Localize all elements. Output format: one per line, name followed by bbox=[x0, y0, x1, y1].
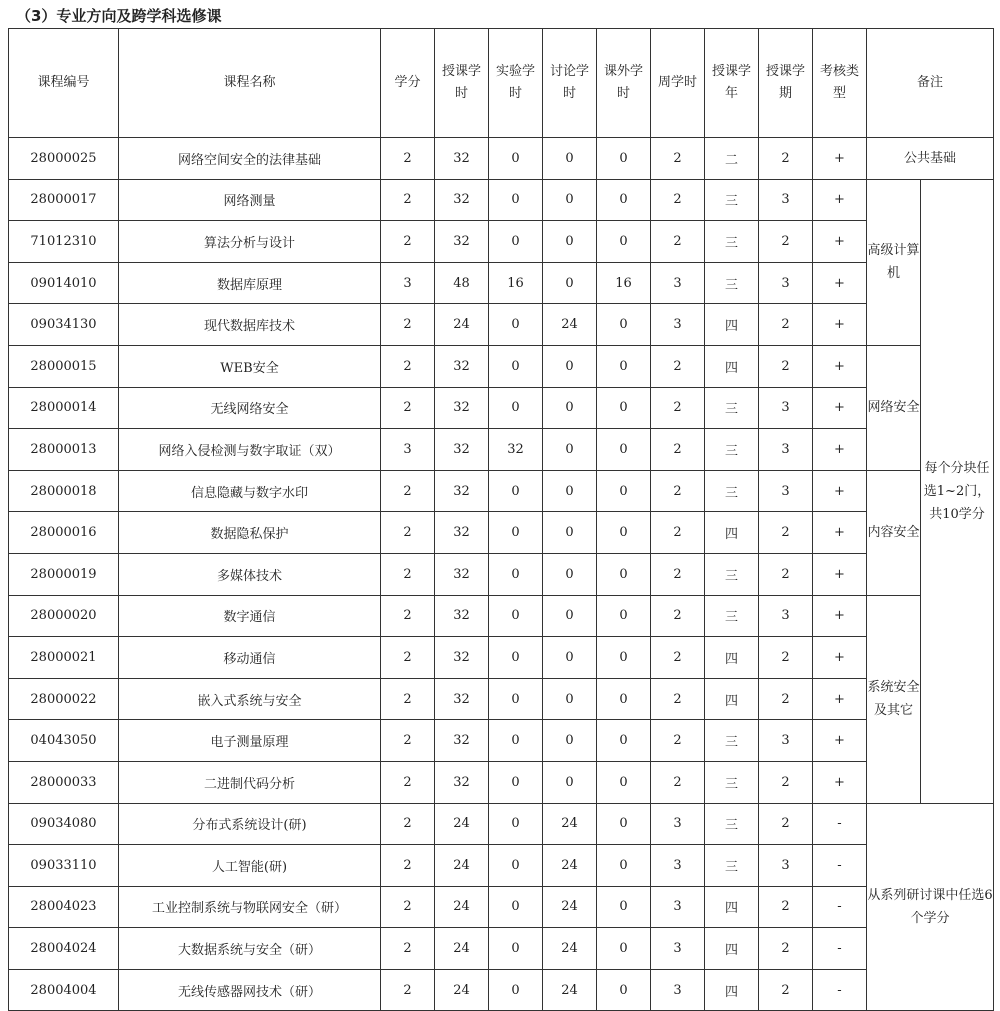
cell-teaching-term: 2 bbox=[759, 304, 813, 346]
cell-teaching-term: 2 bbox=[759, 886, 813, 928]
cell-lab-hours: 0 bbox=[489, 179, 543, 221]
cell-course-name: 人工智能(研) bbox=[119, 845, 381, 887]
cell-teaching-year: 三 bbox=[705, 179, 759, 221]
cell-credits: 2 bbox=[381, 470, 435, 512]
cell-extracurricular-hours: 0 bbox=[597, 553, 651, 595]
cell-teaching-year: 三 bbox=[705, 262, 759, 304]
cell-lecture-hours: 32 bbox=[435, 761, 489, 803]
cell-weekly-hours: 2 bbox=[651, 553, 705, 595]
cell-discussion-hours: 0 bbox=[543, 720, 597, 762]
cell-lab-hours: 16 bbox=[489, 262, 543, 304]
cell-credits: 2 bbox=[381, 845, 435, 887]
cell-assessment-type: + bbox=[813, 138, 867, 180]
cell-credits: 2 bbox=[381, 803, 435, 845]
cell-lecture-hours: 24 bbox=[435, 928, 489, 970]
cell-discussion-hours: 0 bbox=[543, 345, 597, 387]
remark-group-advanced-computing: 高级计算机 bbox=[867, 179, 921, 345]
cell-course-name: 电子测量原理 bbox=[119, 720, 381, 762]
cell-assessment-type: - bbox=[813, 803, 867, 845]
cell-course-name: 网络空间安全的法律基础 bbox=[119, 138, 381, 180]
cell-weekly-hours: 2 bbox=[651, 429, 705, 471]
cell-lecture-hours: 24 bbox=[435, 845, 489, 887]
remark-group-content-security: 内容安全 bbox=[867, 470, 921, 595]
table-row bbox=[9, 429, 994, 471]
cell-assessment-type: + bbox=[813, 720, 867, 762]
cell-lab-hours: 0 bbox=[489, 761, 543, 803]
cell-course-name: 信息隐藏与数字水印 bbox=[119, 470, 381, 512]
cell-teaching-year: 四 bbox=[705, 928, 759, 970]
cell-lecture-hours: 24 bbox=[435, 886, 489, 928]
cell-course-name: 数据隐私保护 bbox=[119, 512, 381, 554]
cell-teaching-term: 2 bbox=[759, 761, 813, 803]
cell-course-name: 移动通信 bbox=[119, 637, 381, 679]
cell-credits: 2 bbox=[381, 678, 435, 720]
cell-lab-hours: 0 bbox=[489, 720, 543, 762]
cell-credits: 3 bbox=[381, 429, 435, 471]
cell-course-name: 现代数据库技术 bbox=[119, 304, 381, 346]
cell-course-code: 28000014 bbox=[9, 387, 119, 429]
cell-weekly-hours: 2 bbox=[651, 179, 705, 221]
cell-discussion-hours: 0 bbox=[543, 138, 597, 180]
cell-discussion-hours: 24 bbox=[543, 304, 597, 346]
cell-lab-hours: 0 bbox=[489, 595, 543, 637]
cell-lecture-hours: 32 bbox=[435, 512, 489, 554]
cell-assessment-type: + bbox=[813, 512, 867, 554]
cell-course-code: 28000016 bbox=[9, 512, 119, 554]
cell-teaching-term: 3 bbox=[759, 470, 813, 512]
remark-public-basic: 公共基础 bbox=[867, 138, 994, 180]
cell-teaching-term: 2 bbox=[759, 928, 813, 970]
cell-course-code: 28000033 bbox=[9, 761, 119, 803]
table-row bbox=[9, 761, 994, 803]
cell-course-code: 28000018 bbox=[9, 470, 119, 512]
cell-assessment-type: + bbox=[813, 262, 867, 304]
cell-course-name: 嵌入式系统与安全 bbox=[119, 678, 381, 720]
cell-extracurricular-hours: 0 bbox=[597, 720, 651, 762]
cell-lab-hours: 0 bbox=[489, 969, 543, 1011]
cell-teaching-year: 三 bbox=[705, 761, 759, 803]
cell-weekly-hours: 2 bbox=[651, 470, 705, 512]
cell-course-name: 网络测量 bbox=[119, 179, 381, 221]
cell-extracurricular-hours: 0 bbox=[597, 595, 651, 637]
cell-extracurricular-hours: 0 bbox=[597, 678, 651, 720]
cell-discussion-hours: 0 bbox=[543, 512, 597, 554]
cell-assessment-type: + bbox=[813, 429, 867, 471]
cell-teaching-term: 2 bbox=[759, 512, 813, 554]
cell-teaching-year: 四 bbox=[705, 512, 759, 554]
table-row bbox=[9, 179, 994, 221]
cell-weekly-hours: 3 bbox=[651, 304, 705, 346]
cell-lecture-hours: 32 bbox=[435, 345, 489, 387]
table-row bbox=[9, 969, 994, 1011]
cell-weekly-hours: 2 bbox=[651, 221, 705, 263]
cell-course-name: 数字通信 bbox=[119, 595, 381, 637]
cell-course-code: 04043050 bbox=[9, 720, 119, 762]
cell-discussion-hours: 24 bbox=[543, 928, 597, 970]
cell-teaching-term: 3 bbox=[759, 262, 813, 304]
header-assessment-type: 考核类型 bbox=[813, 29, 867, 138]
cell-discussion-hours: 0 bbox=[543, 553, 597, 595]
cell-teaching-term: 3 bbox=[759, 720, 813, 762]
cell-course-name: 多媒体技术 bbox=[119, 553, 381, 595]
cell-extracurricular-hours: 0 bbox=[597, 845, 651, 887]
cell-extracurricular-hours: 0 bbox=[597, 470, 651, 512]
cell-credits: 2 bbox=[381, 720, 435, 762]
cell-extracurricular-hours: 0 bbox=[597, 387, 651, 429]
cell-lecture-hours: 32 bbox=[435, 720, 489, 762]
header-extracurricular-hours: 课外学时 bbox=[597, 29, 651, 138]
cell-extracurricular-hours: 0 bbox=[597, 429, 651, 471]
cell-lecture-hours: 24 bbox=[435, 304, 489, 346]
cell-teaching-year: 三 bbox=[705, 553, 759, 595]
cell-assessment-type: + bbox=[813, 345, 867, 387]
cell-lab-hours: 0 bbox=[489, 512, 543, 554]
cell-credits: 2 bbox=[381, 553, 435, 595]
cell-discussion-hours: 0 bbox=[543, 678, 597, 720]
cell-extracurricular-hours: 0 bbox=[597, 637, 651, 679]
cell-assessment-type: + bbox=[813, 304, 867, 346]
cell-assessment-type: + bbox=[813, 595, 867, 637]
cell-credits: 2 bbox=[381, 761, 435, 803]
cell-discussion-hours: 24 bbox=[543, 803, 597, 845]
cell-assessment-type: + bbox=[813, 637, 867, 679]
cell-discussion-hours: 0 bbox=[543, 429, 597, 471]
cell-lecture-hours: 32 bbox=[435, 429, 489, 471]
table-row bbox=[9, 595, 994, 637]
cell-extracurricular-hours: 0 bbox=[597, 221, 651, 263]
section-title: （3）专业方向及跨学科选修课 bbox=[16, 7, 222, 25]
cell-discussion-hours: 24 bbox=[543, 845, 597, 887]
header-weekly-hours: 周学时 bbox=[651, 29, 705, 138]
cell-teaching-year: 四 bbox=[705, 637, 759, 679]
cell-course-code: 71012310 bbox=[9, 221, 119, 263]
cell-credits: 2 bbox=[381, 595, 435, 637]
cell-lecture-hours: 32 bbox=[435, 470, 489, 512]
cell-weekly-hours: 2 bbox=[651, 512, 705, 554]
cell-teaching-year: 二 bbox=[705, 138, 759, 180]
table-row bbox=[9, 928, 994, 970]
cell-assessment-type: - bbox=[813, 969, 867, 1011]
cell-weekly-hours: 3 bbox=[651, 928, 705, 970]
cell-weekly-hours: 2 bbox=[651, 761, 705, 803]
header-lab-hours: 实验学时 bbox=[489, 29, 543, 138]
cell-course-code: 28004024 bbox=[9, 928, 119, 970]
cell-weekly-hours: 2 bbox=[651, 345, 705, 387]
cell-lab-hours: 0 bbox=[489, 803, 543, 845]
cell-credits: 2 bbox=[381, 928, 435, 970]
table-row bbox=[9, 512, 994, 554]
cell-credits: 2 bbox=[381, 179, 435, 221]
cell-discussion-hours: 0 bbox=[543, 179, 597, 221]
table-row bbox=[9, 221, 994, 263]
cell-lab-hours: 0 bbox=[489, 470, 543, 512]
cell-lab-hours: 0 bbox=[489, 304, 543, 346]
cell-lecture-hours: 24 bbox=[435, 803, 489, 845]
cell-course-name: 网络入侵检测与数字取证（双） bbox=[119, 429, 381, 471]
cell-teaching-year: 三 bbox=[705, 803, 759, 845]
cell-extracurricular-hours: 0 bbox=[597, 928, 651, 970]
cell-assessment-type: + bbox=[813, 678, 867, 720]
cell-credits: 2 bbox=[381, 345, 435, 387]
cell-weekly-hours: 3 bbox=[651, 886, 705, 928]
table-row bbox=[9, 803, 994, 845]
cell-course-code: 09014010 bbox=[9, 262, 119, 304]
cell-course-code: 28000022 bbox=[9, 678, 119, 720]
cell-lecture-hours: 24 bbox=[435, 969, 489, 1011]
cell-course-code: 09034130 bbox=[9, 304, 119, 346]
cell-teaching-year: 四 bbox=[705, 678, 759, 720]
header-course-code: 课程编号 bbox=[9, 29, 119, 138]
header-remarks: 备注 bbox=[867, 29, 994, 138]
cell-assessment-type: + bbox=[813, 761, 867, 803]
cell-lecture-hours: 32 bbox=[435, 553, 489, 595]
cell-weekly-hours: 3 bbox=[651, 803, 705, 845]
cell-teaching-term: 2 bbox=[759, 553, 813, 595]
cell-course-code: 28000019 bbox=[9, 553, 119, 595]
cell-teaching-term: 2 bbox=[759, 221, 813, 263]
cell-lab-hours: 0 bbox=[489, 553, 543, 595]
cell-lecture-hours: 32 bbox=[435, 138, 489, 180]
cell-weekly-hours: 2 bbox=[651, 678, 705, 720]
cell-extracurricular-hours: 0 bbox=[597, 886, 651, 928]
cell-credits: 2 bbox=[381, 637, 435, 679]
table-row bbox=[9, 387, 994, 429]
cell-credits: 2 bbox=[381, 512, 435, 554]
cell-teaching-year: 三 bbox=[705, 720, 759, 762]
cell-discussion-hours: 0 bbox=[543, 221, 597, 263]
cell-teaching-year: 四 bbox=[705, 345, 759, 387]
cell-weekly-hours: 2 bbox=[651, 637, 705, 679]
cell-discussion-hours: 0 bbox=[543, 637, 597, 679]
cell-teaching-term: 2 bbox=[759, 803, 813, 845]
cell-weekly-hours: 2 bbox=[651, 595, 705, 637]
cell-teaching-term: 3 bbox=[759, 387, 813, 429]
course-table bbox=[8, 28, 994, 1011]
table-row bbox=[9, 138, 994, 180]
header-credits: 学分 bbox=[381, 29, 435, 138]
cell-lab-hours: 0 bbox=[489, 637, 543, 679]
cell-lab-hours: 32 bbox=[489, 429, 543, 471]
cell-teaching-term: 2 bbox=[759, 969, 813, 1011]
table-row bbox=[9, 262, 994, 304]
cell-assessment-type: + bbox=[813, 179, 867, 221]
header-discussion-hours: 讨论学时 bbox=[543, 29, 597, 138]
cell-teaching-term: 2 bbox=[759, 345, 813, 387]
cell-lab-hours: 0 bbox=[489, 221, 543, 263]
cell-course-name: 大数据系统与安全（研） bbox=[119, 928, 381, 970]
cell-course-code: 28004023 bbox=[9, 886, 119, 928]
cell-course-code: 28000021 bbox=[9, 637, 119, 679]
remark-group-system-security: 系统安全及其它 bbox=[867, 595, 921, 803]
cell-lecture-hours: 32 bbox=[435, 387, 489, 429]
cell-extracurricular-hours: 0 bbox=[597, 803, 651, 845]
cell-discussion-hours: 24 bbox=[543, 969, 597, 1011]
cell-teaching-year: 三 bbox=[705, 387, 759, 429]
cell-discussion-hours: 0 bbox=[543, 470, 597, 512]
cell-course-code: 09034080 bbox=[9, 803, 119, 845]
cell-course-code: 28000013 bbox=[9, 429, 119, 471]
cell-lab-hours: 0 bbox=[489, 928, 543, 970]
cell-course-code: 09033110 bbox=[9, 845, 119, 887]
cell-teaching-term: 3 bbox=[759, 595, 813, 637]
cell-teaching-year: 三 bbox=[705, 221, 759, 263]
cell-credits: 2 bbox=[381, 387, 435, 429]
cell-credits: 2 bbox=[381, 221, 435, 263]
cell-discussion-hours: 24 bbox=[543, 886, 597, 928]
cell-course-name: 数据库原理 bbox=[119, 262, 381, 304]
cell-lecture-hours: 32 bbox=[435, 678, 489, 720]
cell-course-code: 28000025 bbox=[9, 138, 119, 180]
cell-teaching-year: 三 bbox=[705, 595, 759, 637]
cell-course-name: WEB安全 bbox=[119, 345, 381, 387]
cell-extracurricular-hours: 0 bbox=[597, 345, 651, 387]
cell-weekly-hours: 2 bbox=[651, 138, 705, 180]
header-teaching-year: 授课学年 bbox=[705, 29, 759, 138]
cell-extracurricular-hours: 0 bbox=[597, 969, 651, 1011]
table-row bbox=[9, 345, 994, 387]
cell-lab-hours: 0 bbox=[489, 387, 543, 429]
cell-lecture-hours: 32 bbox=[435, 221, 489, 263]
cell-course-code: 28000015 bbox=[9, 345, 119, 387]
cell-course-code: 28000020 bbox=[9, 595, 119, 637]
cell-teaching-year: 四 bbox=[705, 304, 759, 346]
cell-assessment-type: - bbox=[813, 886, 867, 928]
cell-assessment-type: + bbox=[813, 470, 867, 512]
cell-teaching-term: 2 bbox=[759, 138, 813, 180]
cell-teaching-term: 3 bbox=[759, 845, 813, 887]
cell-course-name: 无线传感器网技术（研） bbox=[119, 969, 381, 1011]
cell-discussion-hours: 0 bbox=[543, 262, 597, 304]
table-header-row bbox=[9, 29, 994, 138]
cell-assessment-type: + bbox=[813, 221, 867, 263]
cell-extracurricular-hours: 0 bbox=[597, 761, 651, 803]
table-row bbox=[9, 553, 994, 595]
remark-seminar-rule: 从系列研讨课中任选6个学分 bbox=[867, 803, 994, 1011]
cell-course-name: 算法分析与设计 bbox=[119, 221, 381, 263]
cell-lab-hours: 0 bbox=[489, 845, 543, 887]
cell-weekly-hours: 3 bbox=[651, 969, 705, 1011]
cell-extracurricular-hours: 0 bbox=[597, 304, 651, 346]
cell-discussion-hours: 0 bbox=[543, 761, 597, 803]
cell-course-code: 28000017 bbox=[9, 179, 119, 221]
cell-assessment-type: + bbox=[813, 553, 867, 595]
header-course-name: 课程名称 bbox=[119, 29, 381, 138]
cell-assessment-type: - bbox=[813, 845, 867, 887]
table-row bbox=[9, 304, 994, 346]
cell-teaching-term: 2 bbox=[759, 637, 813, 679]
cell-weekly-hours: 3 bbox=[651, 845, 705, 887]
table-row bbox=[9, 470, 994, 512]
remark-group-network-security: 网络安全 bbox=[867, 345, 921, 470]
header-teaching-term: 授课学期 bbox=[759, 29, 813, 138]
cell-extracurricular-hours: 0 bbox=[597, 512, 651, 554]
header-lecture-hours: 授课学时 bbox=[435, 29, 489, 138]
cell-teaching-term: 3 bbox=[759, 179, 813, 221]
cell-credits: 2 bbox=[381, 138, 435, 180]
cell-lecture-hours: 32 bbox=[435, 637, 489, 679]
table-row bbox=[9, 720, 994, 762]
cell-credits: 3 bbox=[381, 262, 435, 304]
cell-teaching-year: 三 bbox=[705, 845, 759, 887]
cell-course-name: 二进制代码分析 bbox=[119, 761, 381, 803]
cell-weekly-hours: 3 bbox=[651, 262, 705, 304]
cell-lab-hours: 0 bbox=[489, 345, 543, 387]
cell-lab-hours: 0 bbox=[489, 886, 543, 928]
cell-lab-hours: 0 bbox=[489, 138, 543, 180]
cell-credits: 2 bbox=[381, 886, 435, 928]
cell-credits: 2 bbox=[381, 304, 435, 346]
cell-teaching-year: 三 bbox=[705, 429, 759, 471]
table-row bbox=[9, 637, 994, 679]
cell-lab-hours: 0 bbox=[489, 678, 543, 720]
cell-assessment-type: - bbox=[813, 928, 867, 970]
cell-lecture-hours: 48 bbox=[435, 262, 489, 304]
cell-course-name: 无线网络安全 bbox=[119, 387, 381, 429]
cell-teaching-term: 3 bbox=[759, 429, 813, 471]
cell-teaching-year: 四 bbox=[705, 969, 759, 1011]
cell-lecture-hours: 32 bbox=[435, 595, 489, 637]
cell-course-name: 分布式系统设计(研) bbox=[119, 803, 381, 845]
table-row bbox=[9, 845, 994, 887]
cell-extracurricular-hours: 16 bbox=[597, 262, 651, 304]
cell-teaching-year: 三 bbox=[705, 470, 759, 512]
cell-extracurricular-hours: 0 bbox=[597, 179, 651, 221]
cell-assessment-type: + bbox=[813, 387, 867, 429]
cell-course-code: 28004004 bbox=[9, 969, 119, 1011]
table-row bbox=[9, 678, 994, 720]
cell-credits: 2 bbox=[381, 969, 435, 1011]
cell-discussion-hours: 0 bbox=[543, 595, 597, 637]
cell-course-name: 工业控制系统与物联网安全（研） bbox=[119, 886, 381, 928]
cell-lecture-hours: 32 bbox=[435, 179, 489, 221]
table-row bbox=[9, 886, 994, 928]
cell-extracurricular-hours: 0 bbox=[597, 138, 651, 180]
cell-discussion-hours: 0 bbox=[543, 387, 597, 429]
cell-weekly-hours: 2 bbox=[651, 720, 705, 762]
cell-teaching-year: 四 bbox=[705, 886, 759, 928]
cell-weekly-hours: 2 bbox=[651, 387, 705, 429]
cell-teaching-term: 2 bbox=[759, 678, 813, 720]
remark-elective-rule: 每个分块任选1~2门，共10学分 bbox=[921, 179, 994, 803]
